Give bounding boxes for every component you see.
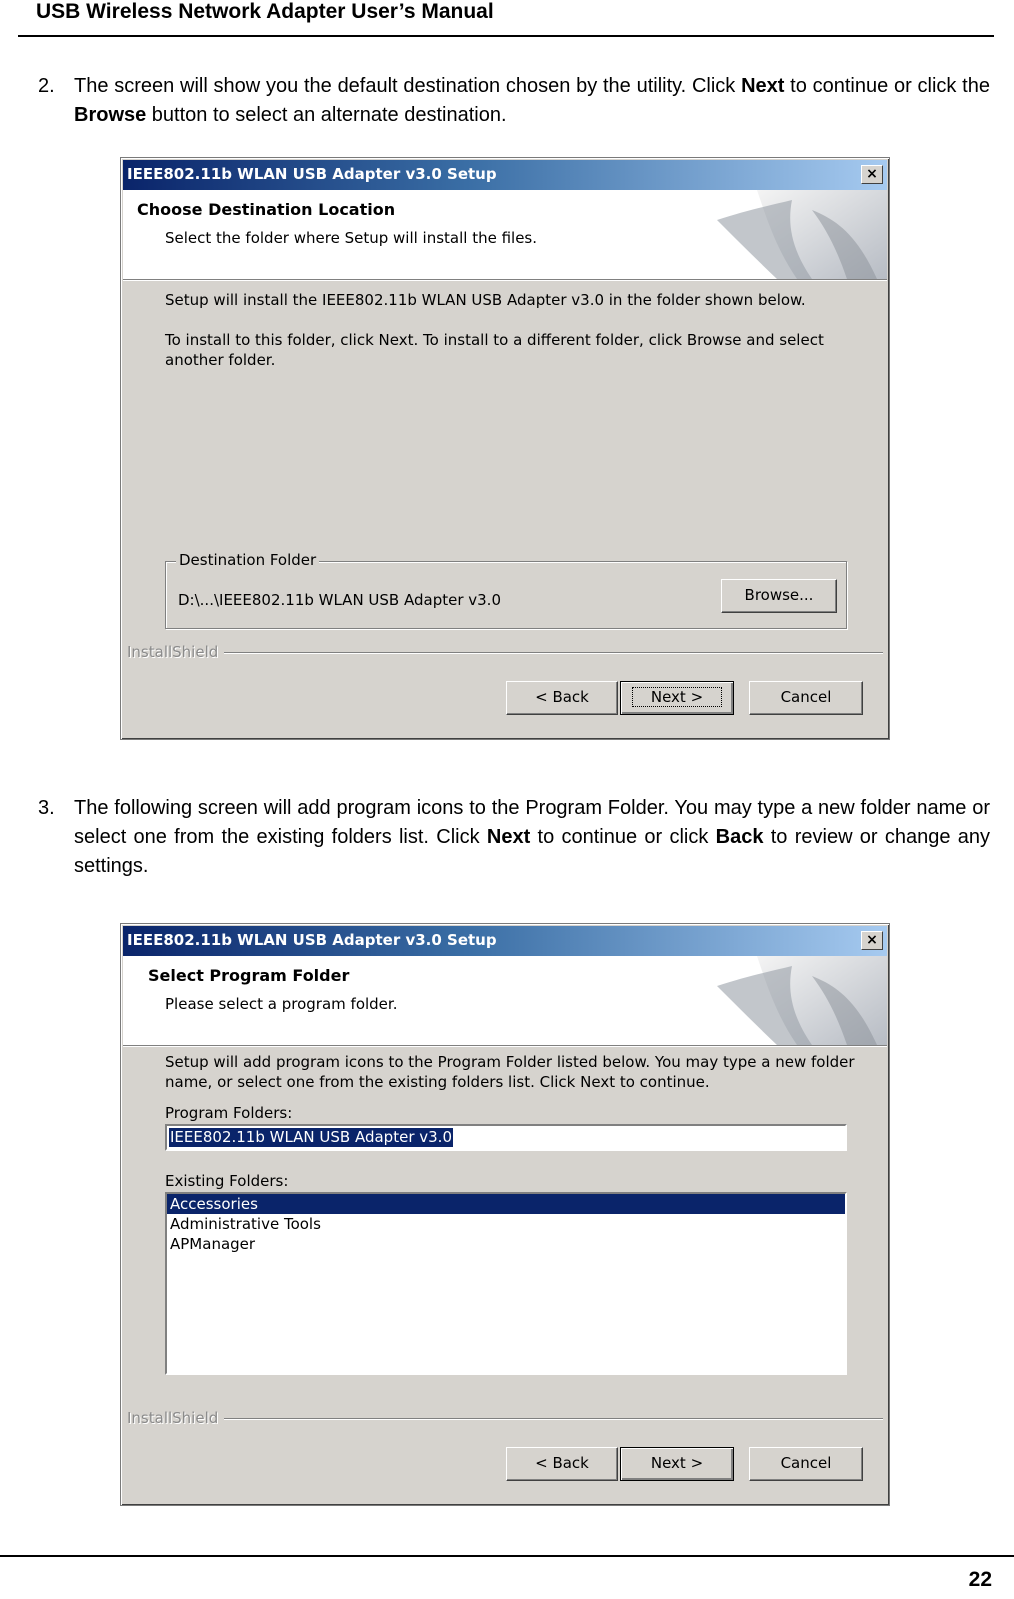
page-curl-graphic	[717, 190, 887, 279]
cancel-button[interactable]: Cancel	[749, 681, 863, 715]
dialog-title: IEEE802.11b WLAN USB Adapter v3.0 Setup	[127, 165, 497, 183]
existing-folders-label: Existing Folders:	[165, 1172, 289, 1190]
destination-path: D:\...\IEEE802.11b WLAN USB Adapter v3.0	[178, 591, 501, 609]
step-2-next-bold: Next	[741, 75, 785, 97]
list-item[interactable]: Accessories	[167, 1194, 845, 1214]
dialog-banner	[123, 190, 887, 280]
installshield-brand: InstallShield	[127, 643, 224, 661]
installshield-divider	[127, 643, 883, 659]
step-2-number: 2.	[38, 75, 55, 97]
installshield-brand: InstallShield	[127, 1409, 224, 1427]
banner-subheading: Select the folder where Setup will install the files.	[165, 229, 538, 247]
list-item[interactable]: Administrative Tools	[170, 1215, 321, 1233]
step-3	[38, 794, 990, 884]
footer-rule	[0, 1555, 1014, 1557]
dialog-titlebar	[123, 160, 887, 190]
setup-dialog-destination	[120, 157, 890, 740]
banner-subheading: Please select a program folder.	[165, 995, 398, 1013]
page-curl-graphic	[717, 956, 887, 1045]
close-icon: ×	[866, 166, 878, 182]
close-button[interactable]	[861, 165, 883, 184]
header-rule	[18, 35, 994, 37]
setup-dialog-program-folder	[120, 923, 890, 1506]
banner-heading: Select Program Folder	[148, 966, 350, 985]
close-icon: ×	[866, 932, 878, 948]
program-folders-label: Program Folders:	[165, 1104, 293, 1122]
destination-folder-group	[165, 551, 847, 629]
installshield-divider	[127, 1409, 883, 1425]
list-item[interactable]: APManager	[170, 1235, 256, 1253]
page-header-title: USB Wireless Network Adapter User’s Manual	[36, 0, 494, 23]
destination-folder-label: Destination Folder	[176, 551, 319, 569]
program-folder-input[interactable]	[165, 1124, 847, 1151]
browse-button[interactable]: Browse...	[721, 579, 837, 613]
close-button[interactable]	[861, 931, 883, 950]
back-button[interactable]: < Back	[506, 1447, 618, 1481]
dialog-title: IEEE802.11b WLAN USB Adapter v3.0 Setup	[127, 931, 497, 949]
existing-folders-list[interactable]	[165, 1192, 847, 1375]
body-line-2: name, or select one from the existing folders list. Click Next to continue.	[165, 1073, 710, 1091]
banner-heading: Choose Destination Location	[137, 200, 396, 219]
step-2	[38, 72, 990, 132]
body-line-3: another folder.	[165, 351, 276, 369]
next-button[interactable]	[620, 681, 734, 715]
cancel-button[interactable]: Cancel	[749, 1447, 863, 1481]
step-3-number: 3.	[38, 797, 55, 819]
page-number: 22	[968, 1568, 992, 1591]
body-line-1: Setup will add program icons to the Program Folder listed below. You may type a new folder	[165, 1053, 855, 1071]
next-button[interactable]: Next >	[620, 1447, 734, 1481]
step-3-text: The following screen will add program icons to the Program Folder. You may type a new folder name or select one from the existing folders list. Click Next to continue or click Back to review or change any settings.	[74, 797, 991, 877]
dialog-banner	[123, 956, 887, 1046]
body-line-1: Setup will install the IEEE802.11b WLAN USB Adapter v3.0 in the folder shown below.	[165, 291, 806, 309]
step-2-browse-bold: Browse	[74, 104, 147, 126]
step-3-back-bold: Back	[715, 826, 764, 848]
dialog-titlebar	[123, 926, 887, 956]
step-2-text: The screen will show you the default destination chosen by the utility. Click Next to continue or click the Browse button to select an alternate destination.	[74, 75, 990, 126]
back-button[interactable]: < Back	[506, 681, 618, 715]
program-folder-value: IEEE802.11b WLAN USB Adapter v3.0	[170, 1128, 452, 1146]
body-line-2: To install to this folder, click Next. To install to a different folder, click Browse and select	[165, 331, 824, 349]
next-button-label: Next >	[632, 687, 722, 707]
step-3-next-bold: Next	[486, 826, 531, 848]
